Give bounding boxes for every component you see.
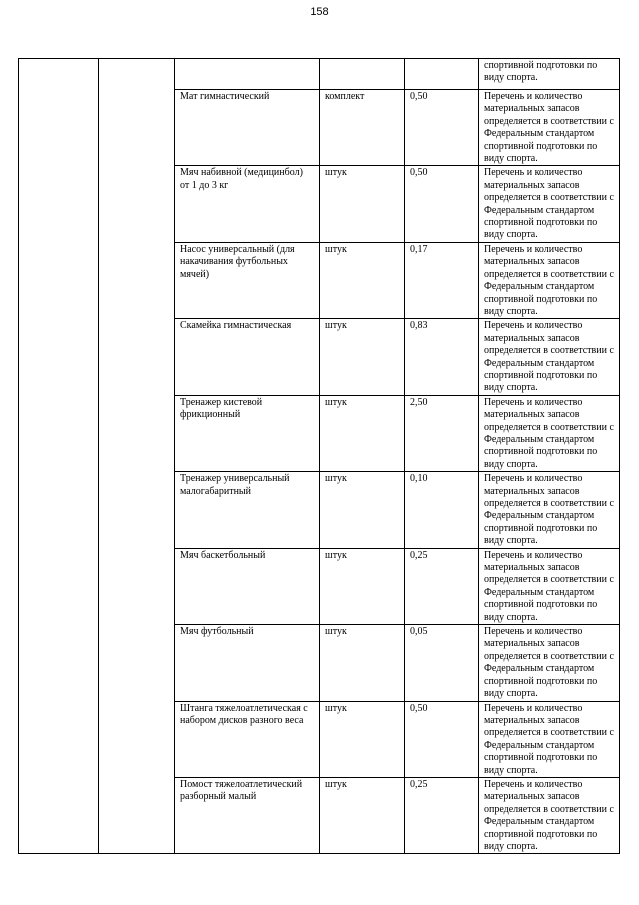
item-name: Помост тяжелоатлетический разборный малый xyxy=(175,777,320,853)
item-name: Мат гимнастический xyxy=(175,90,320,166)
item-unit: штук xyxy=(320,701,405,777)
item-quantity: 0,83 xyxy=(405,319,479,395)
item-note: Перечень и количество материальных запасов определяется в соответствии с Федеральным стандартом спортивной подготовки по виду спорта. xyxy=(479,777,620,853)
item-unit: штук xyxy=(320,395,405,471)
item-note: Перечень и количество материальных запасов определяется в соответствии с Федеральным стандартом спортивной подготовки по виду спорта. xyxy=(479,625,620,701)
item-unit: штук xyxy=(320,548,405,624)
item-note: спортивной подготовки по виду спорта. xyxy=(479,59,620,90)
table-row xyxy=(19,59,620,90)
item-unit: штук xyxy=(320,319,405,395)
item-quantity: 0,10 xyxy=(405,472,479,548)
item-unit xyxy=(320,59,405,90)
empty-column-2 xyxy=(99,59,175,854)
item-note: Перечень и количество материальных запасов определяется в соответствии с Федеральным стандартом спортивной подготовки по виду спорта. xyxy=(479,472,620,548)
item-quantity: 0,05 xyxy=(405,625,479,701)
item-name xyxy=(175,59,320,90)
item-name: Насос универсальный (для накачивания футбольных мячей) xyxy=(175,242,320,318)
item-note: Перечень и количество материальных запасов определяется в соответствии с Федеральным стандартом спортивной подготовки по виду спорта. xyxy=(479,548,620,624)
item-quantity: 0,17 xyxy=(405,242,479,318)
item-name: Мяч набивной (медицинбол) от 1 до 3 кг xyxy=(175,166,320,242)
item-name: Штанга тяжелоатлетическая с набором дисков разного веса xyxy=(175,701,320,777)
item-note: Перечень и количество материальных запасов определяется в соответствии с Федеральным стандартом спортивной подготовки по виду спорта. xyxy=(479,90,620,166)
item-name: Мяч футбольный xyxy=(175,625,320,701)
item-note: Перечень и количество материальных запасов определяется в соответствии с Федеральным стандартом спортивной подготовки по виду спорта. xyxy=(479,319,620,395)
item-name: Мяч баскетбольный xyxy=(175,548,320,624)
item-note: Перечень и количество материальных запасов определяется в соответствии с Федеральным стандартом спортивной подготовки по виду спорта. xyxy=(479,242,620,318)
equipment-table xyxy=(18,58,620,854)
item-unit: штук xyxy=(320,625,405,701)
page-number: 158 xyxy=(310,6,329,18)
item-note: Перечень и количество материальных запасов определяется в соответствии с Федеральным стандартом спортивной подготовки по виду спорта. xyxy=(479,395,620,471)
item-name: Тренажер универсальный малогабаритный xyxy=(175,472,320,548)
item-quantity xyxy=(405,59,479,90)
item-quantity: 0,50 xyxy=(405,701,479,777)
item-quantity: 0,25 xyxy=(405,777,479,853)
item-quantity: 0,50 xyxy=(405,166,479,242)
item-name: Тренажер кистевой фрикционный xyxy=(175,395,320,471)
item-unit: штук xyxy=(320,166,405,242)
item-note: Перечень и количество материальных запасов определяется в соответствии с Федеральным стандартом спортивной подготовки по виду спорта. xyxy=(479,166,620,242)
item-unit: штук xyxy=(320,777,405,853)
item-quantity: 2,50 xyxy=(405,395,479,471)
item-unit: комплект xyxy=(320,90,405,166)
item-unit: штук xyxy=(320,472,405,548)
item-unit: штук xyxy=(320,242,405,318)
item-quantity: 0,50 xyxy=(405,90,479,166)
item-note: Перечень и количество материальных запасов определяется в соответствии с Федеральным стандартом спортивной подготовки по виду спорта. xyxy=(479,701,620,777)
item-quantity: 0,25 xyxy=(405,548,479,624)
item-name: Скамейка гимнастическая xyxy=(175,319,320,395)
empty-column-1 xyxy=(19,59,99,854)
